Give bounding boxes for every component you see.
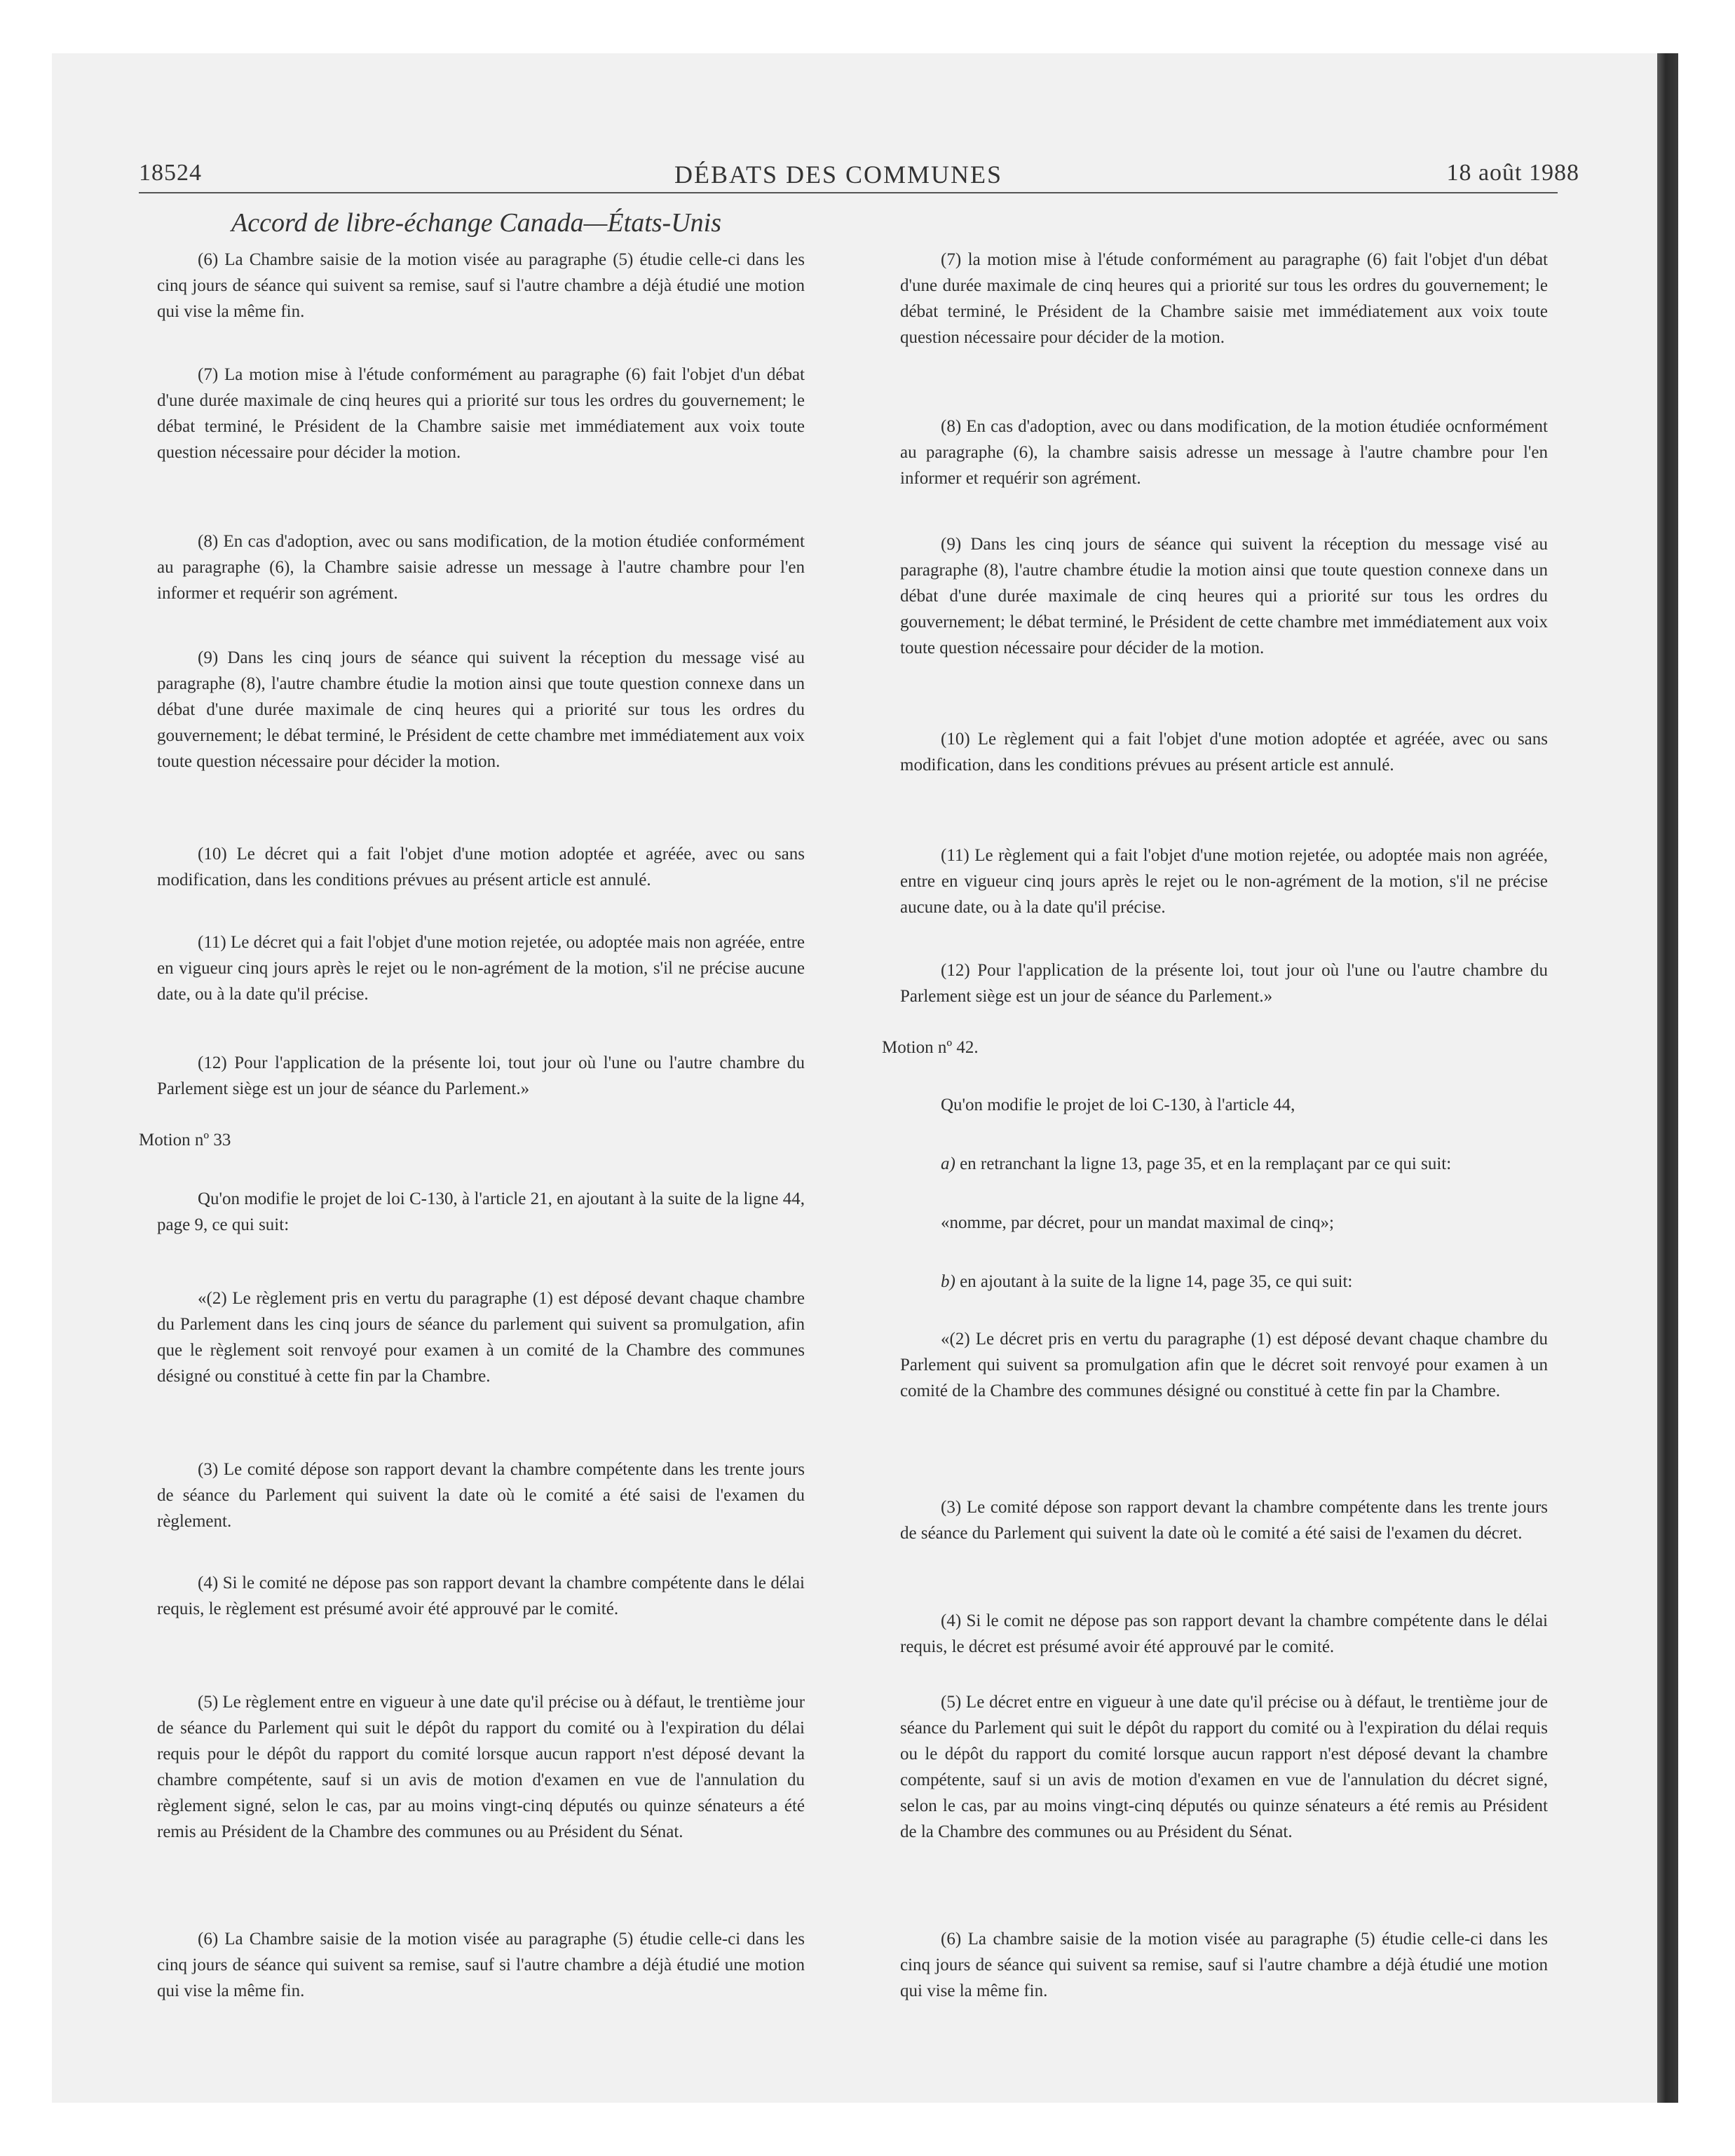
paragraph: (12) Pour l'application de la présente loi, tout jour où l'une ou l'autre chambre du Parlement siège est un jour de séance du Parlement.» (157, 1053, 805, 1098)
page-number: 18524 (139, 160, 202, 186)
paragraph: (8) En cas d'adoption, avec ou sans modification, de la motion étudiée conformément au paragraphe (6), la Chambre saisie adresse un message à l'autre chambre pour l'en informer et requérir son agrément. (157, 532, 805, 603)
scan-edge-shadow (1657, 53, 1678, 2103)
paragraph: (5) Le décret entre en vigueur à une date qu'il précise ou à défaut, le trentième jour de séance du Parlement qui suit le dépôt du rapport du comité ou à l'expiration du délai requis ou le dépôt du rapport du comité lorsque aucun rapport n'est déposé devant la chambre compétente, sauf si un avis de motion d'examen en vue de l'annulation du décret signé, selon le cas, par au moins vingt-cinq députés ou quinze sénateurs a été remis au Président de la Chambre des communes ou au Président du Sénat. (900, 1693, 1548, 1841)
paragraph: «nomme, par décret, pour un mandat maximal de cinq»; (941, 1213, 1334, 1232)
paragraph: Qu'on modifie le projet de loi C-130, à l'article 44, (941, 1096, 1295, 1114)
publication-title: DÉBATS DES COMMUNES (674, 161, 1003, 189)
paragraph: (3) Le comité dépose son rapport devant la chambre compétente dans les trente jours de séance du Parlement qui suivent la date où le comité a été saisi de l'examen du règlement. (157, 1460, 805, 1531)
paragraph: (7) La motion mise à l'étude conformément au paragraphe (6) fait l'objet d'un débat d'une durée maximale de cinq heures qui a priorité sur tous les ordres du gouvernement; le débat terminé, le Président de la Chambre saisie met immédiatement aux voix toute question nécessaire pour décider la motion. (157, 365, 805, 462)
paragraph: (8) En cas d'adoption, avec ou dans modification, de la motion étudiée ocnformément au paragraphe (6), la chambre saisis adresse un message à l'autre chambre pour l'en informer et requérir son agrément. (900, 417, 1548, 488)
paragraph: «(2) Le règlement pris en vertu du paragraphe (1) est déposé devant chaque chambre du Parlement dans les cinq jours de séance du parlement qui suivent sa promulgation, afin que le règlement soit renvoyé pour examen à un comité de la Chambre des communes désigné ou constitué à cette fin par la Chambre. (157, 1289, 805, 1386)
paragraph: (12) Pour l'application de la présente loi, tout jour où l'une ou l'autre chambre du Parlement siège est un jour de séance du Parlement.» (900, 961, 1548, 1006)
item-marker: b) (941, 1272, 955, 1291)
amendment-item-b (900, 1269, 1548, 1295)
item-text: en ajoutant à la suite de la ligne 14, page 35, ce qui suit: (960, 1272, 1353, 1291)
paragraph: (5) Le règlement entre en vigueur à une date qu'il précise ou à défaut, le trentième jour de séance du Parlement qui suit le dépôt du rapport du comité ou à l'expiration du délai requis pour le dépôt du rapport du comité lorsque aucun rapport n'est déposé devant la chambre compétente, sauf si un avis de motion d'examen en vue de l'annulation du règlement signé, selon le cas, par au moins vingt-cinq députés ou quinze sénateurs a été remis au Président de la Chambre des communes ou au Président du Sénat. (157, 1693, 805, 1841)
paragraph: (6) La Chambre saisie de la motion visée au paragraphe (5) étudie celle-ci dans les cinq jours de séance qui suivent sa remise, sauf si l'autre chambre a déjà étudié une motion qui vise la même fin. (157, 250, 805, 321)
paragraph: (9) Dans les cinq jours de séance qui suivent la réception du message visé au paragraphe (8), l'autre chambre étudie la motion ainsi que toute question connexe dans un débat d'une durée maximale de cinq heures qui a priorité sur tous les ordres du gouvernement; le débat terminé, le Président de cette chambre met immédiatement aux voix toute question nécessaire pour décider la motion. (157, 648, 805, 771)
motion-label: Motion nº 42. (882, 1038, 979, 1057)
paragraph: «(2) Le décret pris en vertu du paragraphe (1) est déposé devant chaque chambre du Parlement qui suivent sa promulgation afin que le décret soit renvoyé pour examen à un comité de la Chambre des communes désigné ou constitué à cette fin par la Chambre. (900, 1330, 1548, 1400)
section-subtitle: Accord de libre-échange Canada—États-Unis (231, 208, 721, 238)
issue-date: 18 août 1988 (1446, 160, 1579, 186)
paragraph: (6) La chambre saisie de la motion visée au paragraphe (5) étudie celle-ci dans les cinq jours de séance qui suivent sa remise, sauf si l'autre chambre a déjà étudié une motion qui vise la même fin. (900, 1930, 1548, 2000)
amendment-item-a (900, 1151, 1548, 1177)
paragraph: (7) la motion mise à l'étude conformément au paragraphe (6) fait l'objet d'un débat d'une durée maximale de cinq heures qui a priorité sur tous les ordres du gouvernement; le débat terminé, le Président de la Chambre saisie met immédiatement aux voix toute question nécessaire pour décider de la motion. (900, 250, 1548, 347)
paragraph: (11) Le règlement qui a fait l'objet d'une motion rejetée, ou adoptée mais non agréée, entre en vigueur cinq jours après le rejet ou le non-agrément de la motion, s'il ne précise aucune date, ou à la date qu'il précise. (900, 846, 1548, 917)
motion-label: Motion nº 33 (139, 1131, 231, 1149)
paragraph: (4) Si le comit ne dépose pas son rapport devant la chambre compétente dans le délai requis, le décret est présumé avoir été approuvé par le comité. (900, 1611, 1548, 1656)
paragraph: (4) Si le comité ne dépose pas son rapport devant la chambre compétente dans le délai requis, le règlement est présumé avoir été approuvé par le comité. (157, 1574, 805, 1618)
item-marker: a) (941, 1154, 955, 1173)
paragraph: (6) La Chambre saisie de la motion visée au paragraphe (5) étudie celle-ci dans les cinq jours de séance qui suivent sa remise, sauf si l'autre chambre a déjà étudié une motion qui vise la même fin. (157, 1930, 805, 2000)
item-text: en retranchant la ligne 13, page 35, et en la remplaçant par ce qui suit: (960, 1154, 1452, 1173)
paragraph: (11) Le décret qui a fait l'objet d'une motion rejetée, ou adoptée mais non agréée, entre en vigueur cinq jours après le rejet ou le non-agrément de la motion, s'il ne précise aucune date, ou à la date qu'il précise. (157, 933, 805, 1004)
paragraph: Qu'on modifie le projet de loi C-130, à l'article 21, en ajoutant à la suite de la ligne 44, page 9, ce qui suit: (157, 1189, 805, 1234)
paragraph: (10) Le règlement qui a fait l'objet d'une motion adoptée et agréée, avec ou sans modification, dans les conditions prévues au présent article est annulé. (900, 730, 1548, 775)
paragraph: (3) Le comité dépose son rapport devant la chambre compétente dans les trente jours de séance du Parlement qui suivent la date où le comité a été saisi de l'examen du décret. (900, 1498, 1548, 1543)
header-rule (139, 192, 1558, 193)
paragraph: (9) Dans les cinq jours de séance qui suivent la réception du message visé au paragraphe (8), l'autre chambre étudie la motion ainsi que toute question connexe dans un débat d'une durée maximale de cinq heures qui a priorité sur tous les ordres du gouvernement; le débat terminé, le Président de cette chambre met immédiatement aux voix toute question nécessaire pour décider de la motion. (900, 535, 1548, 657)
paragraph: (10) Le décret qui a fait l'objet d'une motion adoptée et agréée, avec ou sans modification, dans les conditions prévues au présent article est annulé. (157, 845, 805, 889)
